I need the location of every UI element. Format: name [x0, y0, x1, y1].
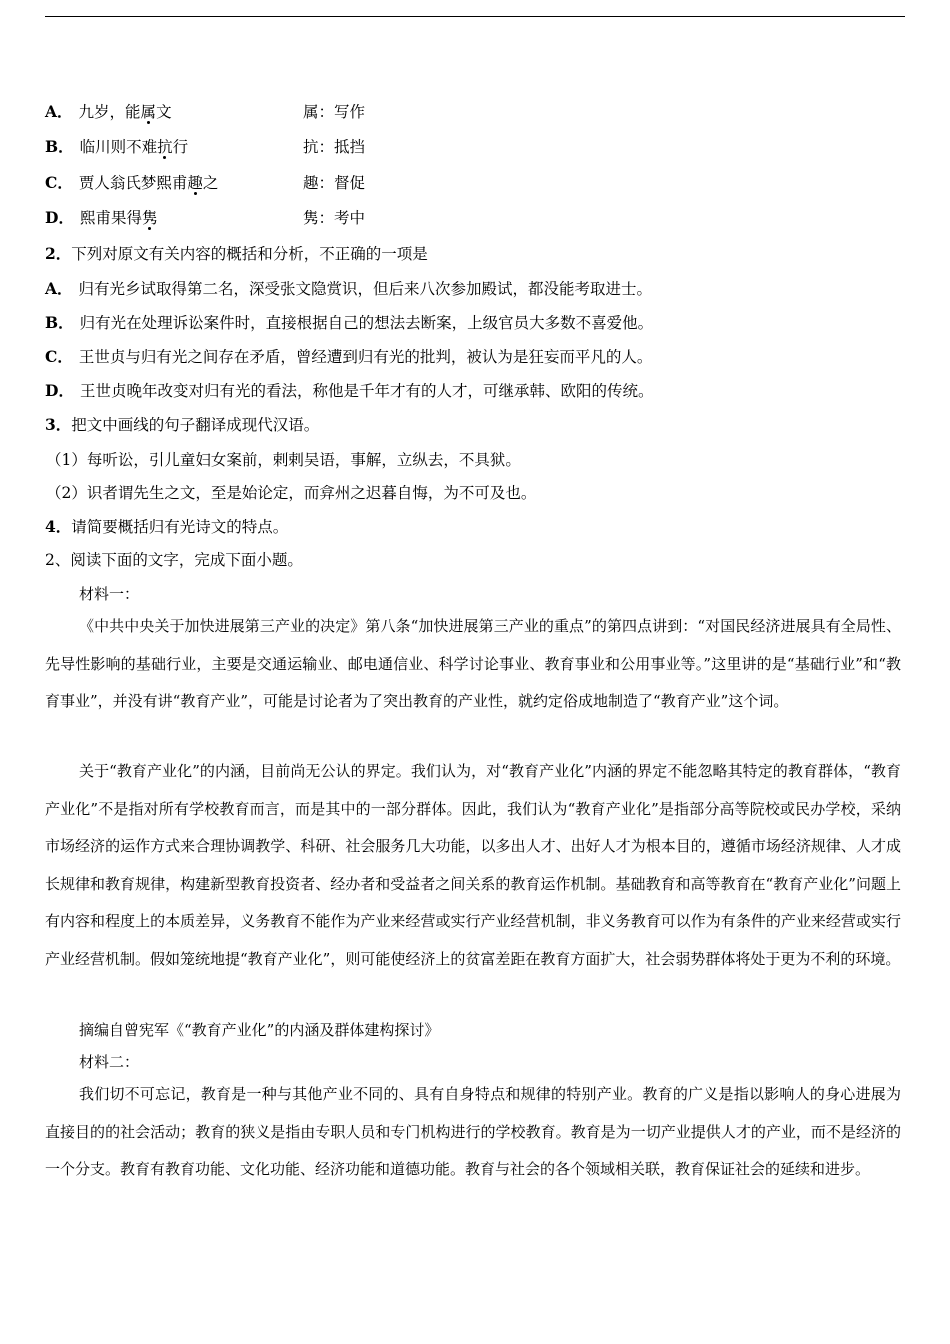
q2-choice-b: B． 归有光在处理诉讼案件时，直接根据自己的想法去断案，上级官员大多数不喜爱他。	[45, 313, 654, 332]
dotted-char: 抗	[157, 138, 173, 156]
q3-item-2: （2）识者谓先生之文，至是始论定，而弇州之迟暮自悔，为不可及也。	[46, 484, 537, 502]
q3-item-1: （1）每听讼，引儿童妇女案前，剌剌吴语，事解，立纵去，不具狱。	[46, 451, 521, 469]
question-2: 2．下列对原文有关内容的概括和分析，不正确的一项是	[45, 244, 428, 263]
q2-choice-c: C． 王世贞与归有光之间存在矛盾，曾经遭到归有光的批判，被认为是狂妄而平凡的人。	[45, 347, 653, 366]
material-1-label: 材料一：	[79, 585, 140, 603]
option-letter: A．	[45, 102, 73, 121]
dotted-char: 隽	[141, 209, 158, 227]
option-c: C． 贾人翁氏梦熙甫趣之 趣：督促	[45, 173, 366, 192]
dotted-char: 属	[140, 103, 157, 121]
option-note: 抗：抵挡	[303, 138, 366, 156]
question-3: 3．把文中画线的句子翻译成现代汉语。	[45, 415, 320, 434]
material-2-paragraph-1: 我们切不可忘记，教育是一种与其他产业不同的、具有自身特点和规律的特别产业。教育的广义是指以影响人的身心进展为直接目的的社会活动；教育的狭义是指由专职人员和专门机构进行的学校教育。教育是为一切产业提供人才的产业，而不是经济的一个分支。教育有教育功能、文化功能、经济功能和道德功能。教育与社会的各个领域相关联，教育保证社会的延续和进步。	[45, 1085, 901, 1178]
material-1-paragraph-1: 《中共中央关于加快进展第三产业的决定》第八条“加快进展第三产业的重点”的第四点讲到：“对国民经济进展具有全局性、先导性影响的基础行业，主要是交通运输业、邮电通信业、科学讨论事业、教育事业和公用事业等。”这里讲的是“基础行业”和“教育事业”，并没有讲“教育产业”，可能是讨论者为了突出教育的产业性，就约定俗成地制造了“教育产业”这个词。	[45, 617, 901, 710]
q2-choice-a: A． 归有光乡试取得第二名，深受张文隐赏识，但后来八次参加殿试，都没能考取进士。	[45, 279, 653, 298]
top-rule	[45, 16, 905, 17]
option-a: A． 九岁，能属文 属：写作	[45, 102, 366, 121]
question-4: 4．请简要概括归有光诗文的特点。	[45, 517, 289, 536]
option-letter: B．	[45, 137, 74, 156]
option-b: B． 临川则不难抗行 抗：抵挡	[45, 137, 366, 156]
option-note: 属：写作	[303, 103, 366, 121]
section-2-heading: 2、阅读下面的文字，完成下面小题。	[45, 551, 303, 569]
option-note: 趣：督促	[303, 174, 366, 192]
option-d: D． 熙甫果得隽 隽：考中	[45, 208, 366, 227]
dotted-char: 趣	[187, 174, 203, 192]
material-1-paragraph-2: 关于“教育产业化”的内涵，目前尚无公认的界定。我们认为，对“教育产业化”内涵的界定不能忽略其特定的教育群体，“教育产业化”不是指对所有学校教育而言，而是其中的一部分群体。因此，我们认为“教育产业化”是指部分高等院校或民办学校，采纳市场经济的运作方式来合理协调教学、科研、社会服务几大功能，以多出人才、出好人才为根本目的，遵循市场经济规律、人才成长规律和教育规律，构建新型教育投资者、经办者和受益者之间关系的教育运作机制。基础教育和高等教育在“教育产业化”问题上有内容和程度上的本质差异，义务教育不能作为产业来经营或实行产业经营机制，非义务教育可以作为有条件的产业来经营或实行产业经营机制。假如笼统地提“教育产业化”，则可能使经济上的贫富差距在教育方面扩大，社会弱势群体将处于更为不利的环境。	[45, 762, 901, 968]
option-letter: C．	[45, 173, 73, 192]
material-1-source: 摘编自曾宪军《“教育产业化”的内涵及群体建构探讨》	[79, 1021, 440, 1039]
q2-choice-d: D． 王世贞晚年改变对归有光的看法，称他是千年才有的人才，可继承韩、欧阳的传统。	[45, 381, 654, 400]
material-2-label: 材料二：	[79, 1053, 140, 1071]
option-letter: D．	[45, 208, 74, 227]
option-note: 隽：考中	[303, 209, 366, 227]
